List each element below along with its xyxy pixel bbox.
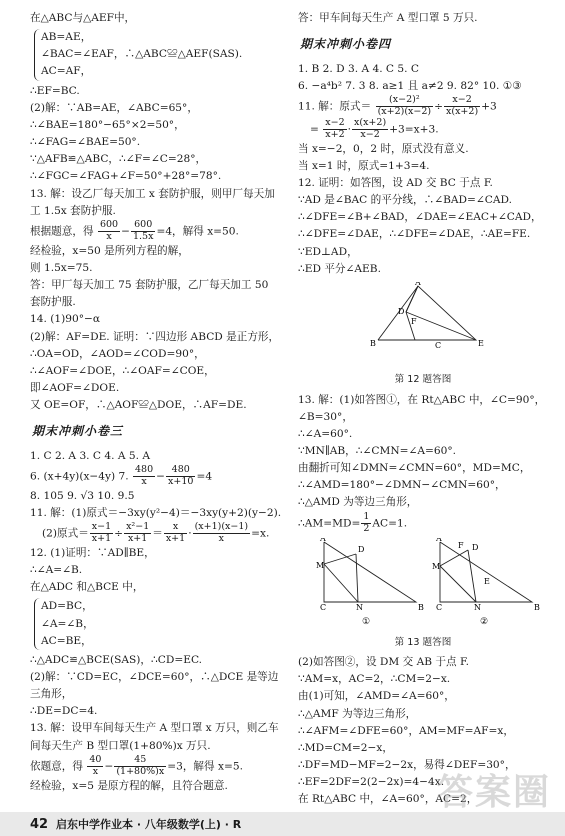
denominator: (x+2)(x−2) — [377, 105, 432, 117]
text-line: 13. 解：(1)如答图①，在 Rt△ABC 中，∠C=90°，∠B=30°， — [298, 393, 546, 423]
text-span: =4 — [196, 470, 213, 483]
equation-line — [30, 220, 282, 243]
text-line: ∵AM=x，AC=2，∴CM=2−x. — [298, 673, 451, 686]
text-line: ∴DF=MD−MF=2−2x，易得∠DEF=30°， — [298, 759, 516, 772]
denominator: 1.5x — [132, 230, 154, 242]
equation-line — [30, 755, 282, 778]
text-line: ∵AD 是∠BAC 的平分线，∴∠BAD=∠CAD. — [298, 194, 512, 207]
figure-caption: 第 13 题答图 — [394, 636, 452, 648]
brace-group — [34, 29, 282, 80]
text-line: 经检验，x=5 是原方程的解，且符合题意. — [30, 779, 228, 792]
brace-group — [34, 598, 282, 649]
text-line: 11. 解：(1)原式＝−3xy(y²−4)＝−3xy(y+2)(y−2). — [30, 506, 282, 519]
numerator: x — [164, 522, 187, 534]
text-span: (2)原式＝ — [42, 527, 89, 540]
denominator: x — [218, 532, 225, 544]
text-span: 11. 解：原式＝ — [298, 100, 372, 113]
numerator: (x−2)² — [376, 95, 434, 107]
label-n: N — [356, 603, 363, 613]
numerator: 480 — [135, 463, 154, 475]
figure-12 — [298, 282, 548, 370]
section-title: 期末冲刺小卷三 — [32, 424, 124, 439]
denominator: (1+80%)x — [116, 765, 165, 777]
text-span: AC=1. — [372, 517, 408, 530]
text-line: 由(1)可知，∠AMD=∠A=60°， — [298, 690, 455, 703]
denominator: x — [141, 475, 147, 487]
label-d: D — [358, 545, 365, 555]
text-span: =3，解得 x=5. — [167, 760, 243, 773]
text-line: ∴∠FGC=∠FAG+∠F=50°+28°=78°. — [30, 170, 222, 183]
fraction — [98, 220, 120, 243]
label-f: F — [411, 316, 417, 326]
text-line: AC=BE， — [41, 634, 92, 647]
text-line: ∴MD=CM=2−x， — [298, 741, 393, 754]
text-line: 答：甲厂每天加工 75 套防护服，乙厂每天加工 50 套防护服. — [30, 279, 269, 309]
equation-line: 6. (x+4y)(x−4y) 7. $\frac{480}{x}$ − $\frac{480}{x+10}$ =4 — [30, 463, 213, 487]
text-span: 依题意，得 — [30, 760, 83, 773]
text-line: ∴ED 平分∠AEB. — [298, 262, 381, 275]
fraction — [114, 755, 166, 778]
numerator: 45 — [114, 755, 166, 767]
book-title: 启东中学作业本 · 八年级数学(上) · R — [56, 818, 242, 831]
text-span: 6. (x+4y)(x−4y) 7. — [30, 470, 129, 483]
section-title: 期末冲刺小卷四 — [300, 37, 392, 52]
text-line: (2)解：∵CD=EC，∠DCE=60°，∴△DCE 是等边三角形， — [30, 670, 279, 701]
text-line: ∴EF=BC. — [30, 84, 80, 97]
text-line: 6. −a⁴b² 7. 3 8. a≥1 且 a≠2 9. 82° 10. ①③ — [298, 79, 522, 92]
label-b: B — [534, 603, 540, 613]
text-span: = — [310, 123, 319, 136]
text-line: (2)解：∵AB=AE，∠ABC=65°， — [30, 101, 198, 114]
equation-line: (2)原式＝ $\frac{x-1}{x+1}$ ÷ $\frac{\text{x²−1}}{x+1}$ ＝ $\frac{x}{x+1}$ · $\frac{(x+1)(x-1)}{x}$ =x. — [42, 521, 270, 544]
denominator: x+1 — [91, 532, 112, 544]
label-n: N — [474, 603, 481, 613]
text-line: 12. 证明：如答图，设 AD 交 BC 于点 F. — [298, 176, 493, 189]
label-b: B — [370, 338, 376, 348]
text-line: ∴DE=DC=4. — [30, 705, 98, 718]
equation-line — [298, 512, 548, 535]
label-c: C — [320, 603, 327, 613]
figure-13 — [298, 538, 548, 632]
label-a: A — [436, 538, 442, 544]
text-line: 在△ADC 和△BCE 中， — [30, 581, 144, 594]
triangle-figure-12 — [298, 282, 548, 364]
fraction — [361, 512, 371, 535]
numerator: 480 — [166, 465, 195, 477]
denominator: 2 — [363, 522, 370, 534]
text-span: =4，解得 x=50. — [156, 225, 239, 238]
text-span: =x. — [251, 527, 270, 540]
operator: − — [104, 760, 114, 773]
text-line: ∴∠DFE=∠DAE，∴∠DFE=∠DAE，∴AE=FE. — [298, 228, 531, 241]
numerator: x−2 — [444, 95, 480, 107]
text-line: 在△ABC与△AEF中， — [30, 12, 136, 24]
text-line: ∴∠A=∠B. — [30, 564, 83, 577]
text-line: ∴∠FAG=∠BAE=50°. — [30, 136, 141, 149]
label-m: M — [432, 562, 441, 572]
text-line: 即∠AOF=∠DOE. — [30, 381, 120, 394]
text-line: ∵MN∥AB，∴∠CMN=∠A=60°. — [298, 445, 457, 457]
denominator: x(x+2) — [446, 105, 479, 117]
label-a: A — [415, 281, 421, 287]
figure-caption: 第 12 题答图 — [394, 374, 452, 385]
text-line: ∴EF=2DF=2(2−2x)=4−4x. — [298, 776, 445, 789]
denominator: x−2 — [360, 128, 380, 140]
fraction — [376, 95, 434, 118]
numerator: x(x+2) — [354, 116, 387, 128]
text-line: ∴△AMD 为等边三角形， — [298, 496, 418, 509]
subfigure-label: ② — [480, 617, 489, 627]
text-line: AD=BC， — [41, 600, 93, 613]
operator: − — [121, 225, 130, 238]
text-line: 1. C 2. A 3. C 4. A 5. A — [30, 449, 151, 462]
denominator: x+2 — [325, 128, 345, 140]
numerator: x−1 — [91, 521, 112, 533]
denominator: x+1 — [127, 532, 148, 544]
text-line: ∴△AMF 为等边三角形， — [298, 707, 417, 720]
text-line: ∵△AFB≌△ABC，∴∠F=∠C=28°， — [30, 153, 207, 166]
label-f: F — [458, 541, 464, 551]
fraction — [164, 522, 187, 545]
watermark: 答案圈 — [436, 771, 551, 813]
numerator: (x+1)(x−1) — [194, 521, 249, 533]
text-span: ∴AM=MD= — [298, 517, 361, 530]
text-line: 又 OE=OF，∴△AOF≌△DOE，∴AF=DE. — [30, 399, 247, 412]
numerator: x−2 — [325, 116, 345, 128]
label-m: M — [316, 561, 325, 571]
denominator: x — [92, 765, 99, 777]
text-line: 12. (1)证明：∵AD∥BE， — [30, 546, 155, 559]
text-line: 14. (1)90°−α — [30, 313, 101, 326]
label-d: D — [472, 543, 479, 553]
text-line: ∴∠AFM=∠DFE=60°，AM=MF=AF=x， — [298, 724, 514, 737]
right-column — [298, 10, 548, 809]
label-c: C — [435, 340, 442, 350]
text-line: ∴∠AMD=180°−∠DMN−∠CMN=60°， — [298, 479, 506, 492]
label-c: C — [436, 603, 443, 613]
text-line: 则 1.5x=75. — [30, 261, 93, 274]
fraction — [323, 118, 346, 141]
text-line: ∠A=∠B， — [41, 617, 94, 630]
text-line: 1. B 2. D 3. A 4. C 5. C — [298, 62, 419, 75]
denominator: x+1 — [165, 532, 186, 544]
subfigure-label: ① — [362, 617, 371, 627]
fraction — [124, 522, 151, 545]
numerator: 1 — [363, 510, 370, 522]
fraction — [87, 755, 103, 778]
text-line: 由翻折可知∠DMN=∠CMN=60°，MD=MC， — [298, 462, 531, 475]
denominator: x+10 — [168, 475, 194, 487]
fraction — [131, 220, 155, 243]
numerator: 40 — [89, 753, 102, 765]
equation-line: = $\frac{x-2}{x+2}$ · $\frac{x(x+2)}{x-2}$ +3=x+3. — [310, 116, 439, 140]
fraction — [352, 118, 388, 141]
denominator: x — [106, 230, 112, 242]
numerator: 600 — [99, 218, 119, 230]
text-line: AB=AE， — [41, 31, 92, 44]
numerator: 600 — [131, 220, 155, 232]
label-b: B — [418, 603, 424, 613]
text-line: 13. 解：设乙厂每天加工 x 套防护服，则甲厂每天加工 1.5x 套防护服. — [30, 187, 275, 217]
text-line: ∴OA=OD，∠AOD=∠COD=90°， — [30, 347, 205, 360]
text-line: 答：甲车间每天生产 A 型口罩 5 万只. — [298, 12, 478, 24]
text-line: (2)如答图②，设 DM 交 AB 于点 F. — [298, 656, 470, 669]
fraction — [166, 465, 195, 488]
fraction — [90, 522, 113, 545]
equation-line: 11. 解：原式＝ $\frac{\text{(x−2)²}}{(x+2)(x-2)}$ ÷ $\frac{x-2}{x(x+2)}$ +3 — [298, 93, 497, 117]
label-d: D — [398, 306, 405, 316]
text-line: ∠BAC=∠EAF，∴△ABC≌△AEF(SAS). — [41, 48, 243, 61]
page-number: 42 — [30, 817, 49, 832]
text-line: 8. 105 9. √3 10. 9.5 — [30, 489, 135, 502]
fraction — [193, 522, 251, 545]
text-line: AC=AF， — [41, 65, 92, 78]
numerator: x²−1 — [126, 521, 150, 533]
text-line: ∴∠DFE=∠B+∠BAD，∠DAE=∠EAC+∠CAD， — [298, 211, 542, 224]
text-span: 根据题意，得 — [30, 225, 94, 238]
text-line: 经检验，x=50 是所列方程的解， — [30, 244, 189, 257]
left-column — [30, 10, 282, 795]
text-line: ∴∠BAE=180°−65°×2=50°， — [30, 118, 185, 131]
text-line: 13. 解：设甲车间每天生产 A 型口罩 x 万只，则乙车间每天生产 B 型口罩(1+80%)x 万只. — [30, 722, 279, 752]
text-line: 在 Rt△ABC 中，∠A=60°，AC=2， — [298, 793, 478, 806]
text-line: ∴∠AOF=∠DOE，∴∠OAF=∠COE， — [30, 364, 215, 377]
label-e: E — [484, 577, 490, 587]
triangle-figure-13 — [298, 538, 548, 626]
fraction — [133, 465, 155, 488]
text-line: ∴∠A=60°. — [298, 427, 353, 440]
fraction — [444, 95, 480, 118]
text-line: 当 x=−2，0，2 时，原式没有意义. — [298, 142, 469, 155]
text-line: 当 x=1 时，原式=1+3=4. — [298, 159, 430, 172]
label-a: A — [320, 538, 326, 544]
text-line: ∴△ADC≌△BCE(SAS)，∴CD=EC. — [30, 653, 203, 666]
text-line: (2)解：AF=DE. 证明：∵四边形 ABCD 是正方形， — [30, 330, 280, 343]
text-line: ∵ED⊥AD， — [298, 245, 358, 258]
label-e: E — [478, 338, 484, 348]
